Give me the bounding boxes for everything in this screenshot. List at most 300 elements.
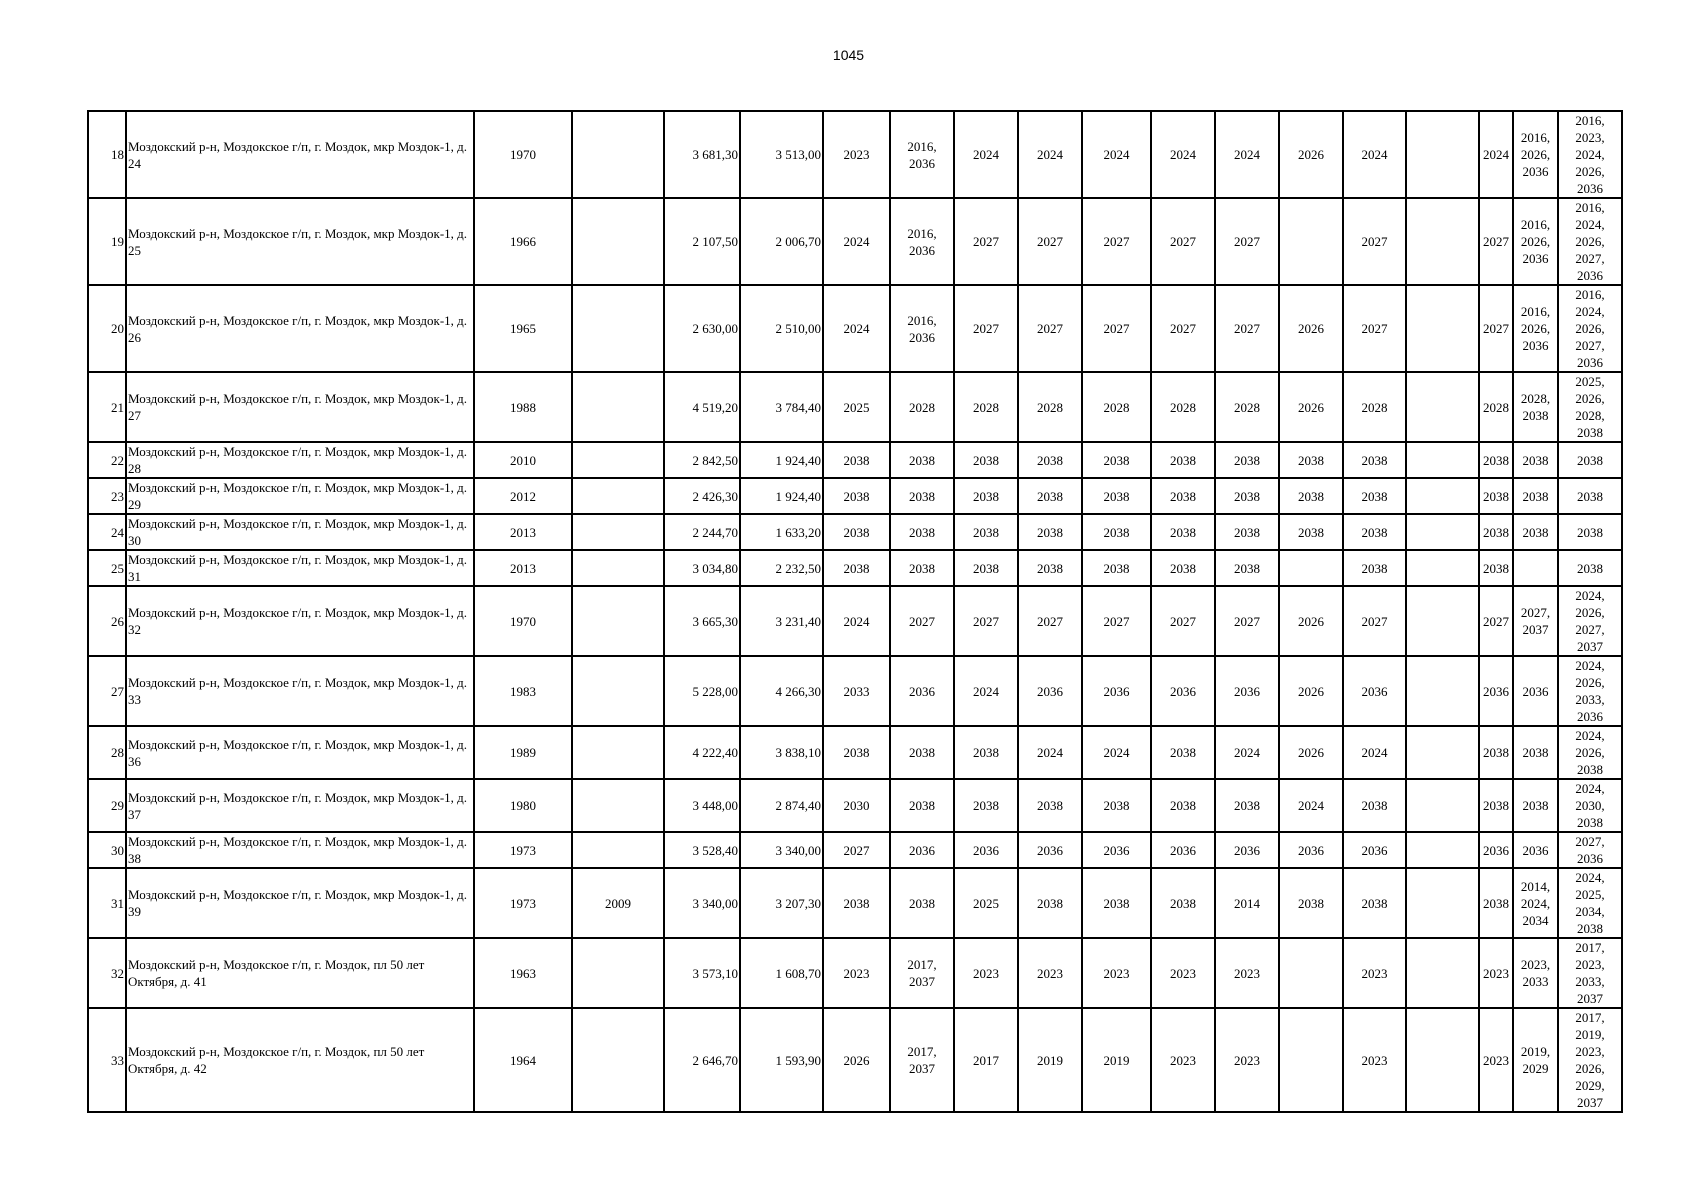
cell-c2: 2038 [890,726,954,779]
cell-c9: 2023 [1343,938,1406,1008]
cell-year-built: 2012 [474,478,572,514]
cell-year-rebuilt [572,111,664,198]
cell-year-built: 1980 [474,779,572,832]
cell-area-living: 1 633,20 [740,514,823,550]
cell-address: Моздокский р-н, Моздокское г/п, г. Моздок, мкр Моздок-1, д. 38 [126,832,474,868]
cell-c9: 2038 [1343,478,1406,514]
cell-year-rebuilt [572,442,664,478]
cell-area-total: 3 034,80 [664,550,740,586]
cell-c12: 2036 [1513,656,1558,726]
cell-c9: 2028 [1343,372,1406,442]
cell-c11: 2038 [1479,442,1513,478]
cell-c9: 2038 [1343,779,1406,832]
cell-c4: 2024 [1018,726,1082,779]
cell-c5: 2038 [1082,514,1151,550]
cell-c13: 2024, 2030, 2038 [1558,779,1622,832]
cell-c7: 2036 [1215,656,1279,726]
cell-year-built: 1989 [474,726,572,779]
cell-c13: 2025, 2026, 2028, 2038 [1558,372,1622,442]
cell-c4: 2036 [1018,656,1082,726]
table-row [88,111,1622,198]
cell-num: 25 [88,550,126,586]
cell-area-total: 3 665,30 [664,586,740,656]
cell-c4: 2038 [1018,442,1082,478]
cell-c7: 2023 [1215,938,1279,1008]
cell-c4: 2038 [1018,868,1082,938]
cell-area-total: 3 528,40 [664,832,740,868]
cell-year-built: 1988 [474,372,572,442]
cell-c4: 2019 [1018,1008,1082,1112]
cell-year-built: 1965 [474,285,572,372]
cell-address: Моздокский р-н, Моздокское г/п, г. Моздок, мкр Моздок-1, д. 28 [126,442,474,478]
cell-c9: 2036 [1343,656,1406,726]
cell-c1: 2026 [823,1008,890,1112]
cell-c4: 2036 [1018,832,1082,868]
cell-c9: 2038 [1343,514,1406,550]
cell-year-rebuilt [572,1008,664,1112]
cell-num: 31 [88,868,126,938]
cell-c8: 2026 [1279,111,1343,198]
cell-c2: 2017, 2037 [890,1008,954,1112]
cell-c13: 2038 [1558,442,1622,478]
cell-c6: 2038 [1151,514,1215,550]
cell-c13: 2024, 2026, 2038 [1558,726,1622,779]
cell-c12: 2016, 2026, 2036 [1513,111,1558,198]
cell-year-built: 1973 [474,868,572,938]
cell-c8 [1279,1008,1343,1112]
cell-c2: 2038 [890,779,954,832]
cell-c9: 2038 [1343,442,1406,478]
cell-c5: 2023 [1082,938,1151,1008]
cell-c10 [1406,586,1479,656]
cell-area-total: 2 426,30 [664,478,740,514]
cell-area-living: 2 874,40 [740,779,823,832]
cell-year-rebuilt [572,726,664,779]
cell-area-total: 3 448,00 [664,779,740,832]
cell-c4: 2038 [1018,478,1082,514]
cell-c12: 2038 [1513,514,1558,550]
cell-c7: 2038 [1215,514,1279,550]
table-row [88,285,1622,372]
cell-year-built: 2013 [474,550,572,586]
cell-num: 30 [88,832,126,868]
cell-c11: 2038 [1479,726,1513,779]
cell-c13: 2024, 2025, 2034, 2038 [1558,868,1622,938]
cell-c7: 2027 [1215,198,1279,285]
cell-c8: 2036 [1279,832,1343,868]
cell-num: 29 [88,779,126,832]
cell-c1: 2038 [823,550,890,586]
cell-c13: 2027, 2036 [1558,832,1622,868]
cell-c11: 2028 [1479,372,1513,442]
cell-c9: 2027 [1343,198,1406,285]
cell-c2: 2016, 2036 [890,285,954,372]
cell-c5: 2027 [1082,285,1151,372]
cell-c3: 2017 [954,1008,1018,1112]
cell-c8: 2026 [1279,726,1343,779]
cell-c2: 2028 [890,372,954,442]
cell-c4: 2024 [1018,111,1082,198]
cell-c8: 2026 [1279,372,1343,442]
cell-c9: 2038 [1343,868,1406,938]
cell-c3: 2027 [954,198,1018,285]
cell-c3: 2038 [954,442,1018,478]
page-number: 1045 [832,47,865,63]
cell-area-living: 3 231,40 [740,586,823,656]
cell-c3: 2038 [954,779,1018,832]
cell-c10 [1406,779,1479,832]
cell-c10 [1406,550,1479,586]
cell-address: Моздокский р-н, Моздокское г/п, г. Моздок, мкр Моздок-1, д. 33 [126,656,474,726]
cell-c4: 2028 [1018,372,1082,442]
cell-area-total: 2 244,70 [664,514,740,550]
cell-address: Моздокский р-н, Моздокское г/п, г. Моздок, мкр Моздок-1, д. 32 [126,586,474,656]
cell-c13: 2017, 2019, 2023, 2026, 2029, 2037 [1558,1008,1622,1112]
cell-c9: 2036 [1343,832,1406,868]
cell-address: Моздокский р-н, Моздокское г/п, г. Моздок, мкр Моздок-1, д. 26 [126,285,474,372]
cell-c7: 2038 [1215,442,1279,478]
cell-area-total: 2 842,50 [664,442,740,478]
cell-c6: 2023 [1151,1008,1215,1112]
cell-year-built: 1970 [474,586,572,656]
table-row [88,779,1622,832]
cell-year-rebuilt [572,285,664,372]
cell-c6: 2038 [1151,550,1215,586]
cell-num: 22 [88,442,126,478]
cell-c6: 2027 [1151,586,1215,656]
cell-c10 [1406,938,1479,1008]
cell-area-living: 3 340,00 [740,832,823,868]
cell-c12: 2038 [1513,478,1558,514]
cell-num: 32 [88,938,126,1008]
cell-c2: 2027 [890,586,954,656]
cell-c10 [1406,868,1479,938]
cell-c10 [1406,111,1479,198]
cell-c2: 2038 [890,550,954,586]
cell-c3: 2024 [954,111,1018,198]
cell-year-built: 1970 [474,111,572,198]
cell-address: Моздокский р-н, Моздокское г/п, г. Моздок, мкр Моздок-1, д. 36 [126,726,474,779]
cell-area-living: 3 784,40 [740,372,823,442]
cell-c5: 2038 [1082,478,1151,514]
cell-c4: 2038 [1018,779,1082,832]
cell-c10 [1406,656,1479,726]
cell-c3: 2024 [954,656,1018,726]
cell-c11: 2023 [1479,1008,1513,1112]
housing-registry-table [87,110,1623,1113]
cell-c2: 2038 [890,514,954,550]
cell-area-living: 2 232,50 [740,550,823,586]
cell-c1: 2024 [823,285,890,372]
cell-c3: 2027 [954,586,1018,656]
cell-address: Моздокский р-н, Моздокское г/п, г. Моздок, мкр Моздок-1, д. 37 [126,779,474,832]
table-row [88,868,1622,938]
cell-c12: 2038 [1513,726,1558,779]
cell-area-living: 3 207,30 [740,868,823,938]
cell-c8 [1279,938,1343,1008]
cell-c11: 2027 [1479,586,1513,656]
cell-area-total: 4 519,20 [664,372,740,442]
cell-c6: 2036 [1151,656,1215,726]
cell-c9: 2024 [1343,111,1406,198]
table-row [88,550,1622,586]
cell-year-built: 1963 [474,938,572,1008]
cell-year-rebuilt [572,938,664,1008]
cell-c2: 2036 [890,832,954,868]
cell-year-rebuilt [572,514,664,550]
cell-c5: 2019 [1082,1008,1151,1112]
cell-c1: 2038 [823,868,890,938]
cell-area-total: 2 646,70 [664,1008,740,1112]
cell-c2: 2036 [890,656,954,726]
cell-c9: 2027 [1343,586,1406,656]
cell-c11: 2038 [1479,550,1513,586]
cell-year-built: 1973 [474,832,572,868]
cell-c13: 2024, 2026, 2033, 2036 [1558,656,1622,726]
cell-address: Моздокский р-н, Моздокское г/п, г. Моздок, пл 50 лет Октября, д. 41 [126,938,474,1008]
cell-year-rebuilt [572,586,664,656]
cell-c10 [1406,726,1479,779]
table-row [88,586,1622,656]
cell-c6: 2038 [1151,442,1215,478]
cell-address: Моздокский р-н, Моздокское г/п, г. Моздок, мкр Моздок-1, д. 30 [126,514,474,550]
cell-c2: 2038 [890,442,954,478]
cell-area-living: 2 006,70 [740,198,823,285]
cell-area-living: 3 513,00 [740,111,823,198]
table-row [88,514,1622,550]
cell-c3: 2025 [954,868,1018,938]
cell-address: Моздокский р-н, Моздокское г/п, г. Моздок, мкр Моздок-1, д. 31 [126,550,474,586]
cell-c8: 2038 [1279,478,1343,514]
cell-address: Моздокский р-н, Моздокское г/п, г. Моздок, мкр Моздок-1, д. 24 [126,111,474,198]
cell-c2: 2017, 2037 [890,938,954,1008]
table-row [88,372,1622,442]
cell-c4: 2038 [1018,514,1082,550]
table-row [88,1008,1622,1112]
cell-year-rebuilt: 2009 [572,868,664,938]
cell-c13: 2038 [1558,514,1622,550]
cell-c1: 2038 [823,442,890,478]
cell-year-rebuilt [572,779,664,832]
cell-c1: 2038 [823,514,890,550]
cell-c8: 2038 [1279,868,1343,938]
cell-area-total: 3 681,30 [664,111,740,198]
cell-c12: 2036 [1513,832,1558,868]
cell-c1: 2025 [823,372,890,442]
cell-c12 [1513,550,1558,586]
cell-c5: 2024 [1082,111,1151,198]
cell-c7: 2023 [1215,1008,1279,1112]
cell-c4: 2027 [1018,198,1082,285]
cell-year-rebuilt [572,832,664,868]
cell-area-living: 1 608,70 [740,938,823,1008]
cell-c6: 2027 [1151,285,1215,372]
cell-c7: 2027 [1215,285,1279,372]
cell-c11: 2038 [1479,478,1513,514]
table-row [88,832,1622,868]
cell-c8: 2026 [1279,586,1343,656]
cell-c11: 2038 [1479,514,1513,550]
cell-address: Моздокский р-н, Моздокское г/п, г. Моздок, мкр Моздок-1, д. 39 [126,868,474,938]
cell-c13: 2016, 2024, 2026, 2027, 2036 [1558,285,1622,372]
cell-c7: 2036 [1215,832,1279,868]
table-row [88,198,1622,285]
cell-c5: 2024 [1082,726,1151,779]
cell-year-rebuilt [572,198,664,285]
cell-c12: 2038 [1513,442,1558,478]
cell-c2: 2038 [890,868,954,938]
cell-c9: 2027 [1343,285,1406,372]
cell-area-living: 4 266,30 [740,656,823,726]
cell-year-rebuilt [572,550,664,586]
cell-c8: 2038 [1279,442,1343,478]
cell-c5: 2038 [1082,442,1151,478]
cell-c11: 2036 [1479,656,1513,726]
cell-c5: 2027 [1082,586,1151,656]
cell-area-living: 1 924,40 [740,442,823,478]
cell-c11: 2038 [1479,779,1513,832]
cell-c6: 2027 [1151,198,1215,285]
cell-num: 21 [88,372,126,442]
cell-c1: 2038 [823,478,890,514]
cell-c13: 2016, 2024, 2026, 2027, 2036 [1558,198,1622,285]
cell-c10 [1406,832,1479,868]
cell-c8: 2026 [1279,656,1343,726]
cell-address: Моздокский р-н, Моздокское г/п, г. Моздок, пл 50 лет Октября, д. 42 [126,1008,474,1112]
table-row [88,656,1622,726]
cell-c2: 2038 [890,478,954,514]
cell-c13: 2017, 2023, 2033, 2037 [1558,938,1622,1008]
table-row [88,726,1622,779]
cell-c6: 2038 [1151,726,1215,779]
cell-c1: 2023 [823,938,890,1008]
cell-c8: 2024 [1279,779,1343,832]
cell-c4: 2027 [1018,285,1082,372]
cell-c5: 2028 [1082,372,1151,442]
cell-num: 20 [88,285,126,372]
cell-c12: 2028, 2038 [1513,372,1558,442]
cell-c3: 2038 [954,726,1018,779]
cell-area-total: 3 573,10 [664,938,740,1008]
cell-c11: 2036 [1479,832,1513,868]
cell-area-total: 2 107,50 [664,198,740,285]
cell-c5: 2038 [1082,550,1151,586]
cell-c6: 2028 [1151,372,1215,442]
cell-c1: 2033 [823,656,890,726]
cell-address: Моздокский р-н, Моздокское г/п, г. Моздок, мкр Моздок-1, д. 29 [126,478,474,514]
cell-c7: 2014 [1215,868,1279,938]
cell-c11: 2038 [1479,868,1513,938]
cell-c12: 2027, 2037 [1513,586,1558,656]
cell-c7: 2028 [1215,372,1279,442]
cell-c3: 2027 [954,285,1018,372]
cell-num: 33 [88,1008,126,1112]
cell-c12: 2016, 2026, 2036 [1513,198,1558,285]
cell-c9: 2023 [1343,1008,1406,1112]
cell-c5: 2027 [1082,198,1151,285]
cell-c1: 2024 [823,198,890,285]
cell-c12: 2019, 2029 [1513,1008,1558,1112]
cell-c2: 2016, 2036 [890,111,954,198]
cell-c13: 2038 [1558,550,1622,586]
cell-c4: 2027 [1018,586,1082,656]
cell-year-built: 2013 [474,514,572,550]
cell-area-living: 2 510,00 [740,285,823,372]
cell-area-total: 5 228,00 [664,656,740,726]
cell-c1: 2023 [823,111,890,198]
cell-c6: 2024 [1151,111,1215,198]
cell-c7: 2024 [1215,726,1279,779]
cell-c1: 2038 [823,726,890,779]
cell-c3: 2028 [954,372,1018,442]
cell-c12: 2023, 2033 [1513,938,1558,1008]
cell-address: Моздокский р-н, Моздокское г/п, г. Моздок, мкр Моздок-1, д. 25 [126,198,474,285]
cell-num: 23 [88,478,126,514]
cell-c10 [1406,285,1479,372]
cell-c10 [1406,478,1479,514]
cell-c13: 2016, 2023, 2024, 2026, 2036 [1558,111,1622,198]
cell-c6: 2038 [1151,779,1215,832]
cell-c8: 2026 [1279,285,1343,372]
cell-c7: 2027 [1215,586,1279,656]
cell-year-rebuilt [572,372,664,442]
cell-c3: 2036 [954,832,1018,868]
cell-c2: 2016, 2036 [890,198,954,285]
cell-year-rebuilt [572,656,664,726]
cell-area-total: 2 630,00 [664,285,740,372]
cell-c10 [1406,514,1479,550]
cell-c6: 2038 [1151,478,1215,514]
cell-year-built: 1964 [474,1008,572,1112]
cell-c9: 2024 [1343,726,1406,779]
cell-c10 [1406,442,1479,478]
cell-c5: 2038 [1082,868,1151,938]
cell-num: 24 [88,514,126,550]
cell-c7: 2038 [1215,779,1279,832]
cell-num: 26 [88,586,126,656]
cell-c5: 2036 [1082,832,1151,868]
cell-year-rebuilt [572,478,664,514]
cell-area-living: 1 593,90 [740,1008,823,1112]
cell-c10 [1406,198,1479,285]
cell-num: 18 [88,111,126,198]
table-row [88,478,1622,514]
cell-year-built: 1966 [474,198,572,285]
cell-c8 [1279,198,1343,285]
cell-area-total: 3 340,00 [664,868,740,938]
cell-year-built: 1983 [474,656,572,726]
cell-c6: 2023 [1151,938,1215,1008]
cell-c9: 2038 [1343,550,1406,586]
cell-c8 [1279,550,1343,586]
cell-c5: 2036 [1082,656,1151,726]
cell-c8: 2038 [1279,514,1343,550]
cell-c3: 2023 [954,938,1018,1008]
cell-c12: 2016, 2026, 2036 [1513,285,1558,372]
cell-area-living: 1 924,40 [740,478,823,514]
cell-c4: 2023 [1018,938,1082,1008]
cell-c13: 2038 [1558,478,1622,514]
cell-c7: 2038 [1215,478,1279,514]
cell-c3: 2038 [954,514,1018,550]
table-row [88,442,1622,478]
table-row [88,938,1622,1008]
cell-c6: 2038 [1151,868,1215,938]
cell-c13: 2024, 2026, 2027, 2037 [1558,586,1622,656]
cell-num: 19 [88,198,126,285]
cell-c1: 2027 [823,832,890,868]
cell-year-built: 2010 [474,442,572,478]
